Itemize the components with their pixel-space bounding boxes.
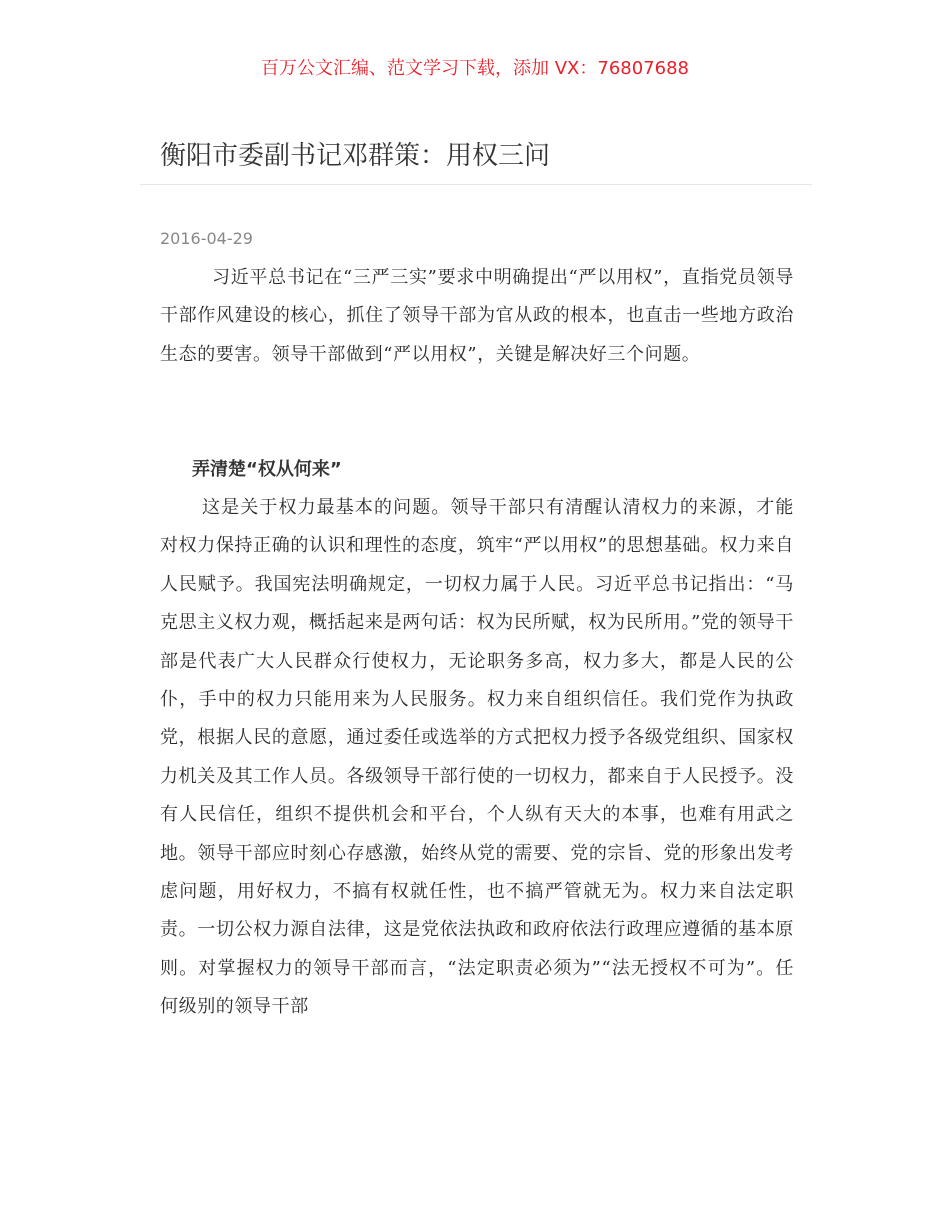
article-title: 衡阳市委副书记邓群策：用权三问 <box>160 141 551 171</box>
publish-date: 2016-04-29 <box>160 229 253 248</box>
title-divider <box>140 184 812 185</box>
section-paragraph: 这是关于权力最基本的问题。领导干部只有清醒认清权力的来源，才能对权力保持正确的认识和理性的态度，筑牢“严以用权”的思想基础。权力来自人民赋予。我国宪法明确规定，一切权力属于人民。习近平总书记指出：“马克思主义权力观，概括起来是两句话：权为民所赋，权为民所用。”党的领导干部是代表广大人民群众行使权力，无论职务多高，权力多大，都是人民的公仆，手中的权力只能用来为人民服务。权力来自组织信任。我们党作为执政党，根据人民的意愿，通过委任或选举的方式把权力授予各级党组织、国家权力机关及其工作人员。各级领导干部行使的一切权力，都来自于人民授予。没有人民信任，组织不提供机会和平台，个人纵有天大的本事，也难有用武之地。领导干部应时刻心存感激，始终从党的需要、党的宗旨、党的形象出发考虑问题，用好权力，不搞有权就任性，也不搞严管就无为。权力来自法定职责。一切公权力源自法律，这是党依法执政和政府依法行政理应遵循的基本原则。对掌握权力的领导干部而言，“法定职责必须为”“法无授权不可为”。任何级别的领导干部 <box>160 497 794 1018</box>
promo-banner: 百万公文汇编、范文学习下载，添加 VX：76807688 <box>261 58 689 79</box>
intro-paragraph: 习近平总书记在“三严三实”要求中明确提出“严以用权”，直指党员领导干部作风建设的核心，抓住了领导干部为官从政的根本，也直击一些地方政治生态的要害。领导干部做到“严以用权”，关键是解决好三个问题。 <box>160 267 794 365</box>
section-heading: 弄清楚“权从何来” <box>192 459 342 480</box>
